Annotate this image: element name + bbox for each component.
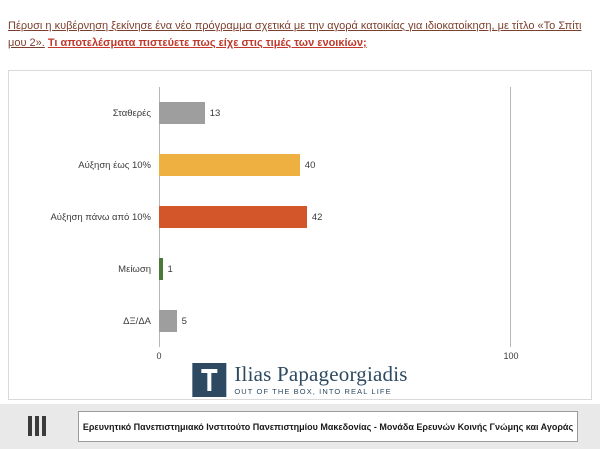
- question-text: [8, 18, 592, 52]
- bar: [159, 310, 177, 332]
- bar-row: [78, 152, 511, 178]
- x-tick-label: 0: [156, 351, 162, 361]
- chart-container: [8, 70, 592, 400]
- footer-text: Ερευνητικό Πανεπιστημιακό Ινστιτούτο Πανεπιστημίου Μακεδονίας - Μονάδα Ερευνών Κοινής Γνώμης και Αγοράς: [82, 421, 574, 432]
- question-tail: Τι αποτελέσματα πιστεύετε πως είχε στις τιμές των ενοικίων;: [47, 37, 367, 49]
- bar-value-label: 40: [304, 159, 316, 171]
- footer-bar-2: [35, 416, 39, 436]
- bar-category-label: Αύξηση πάνω από 10%: [50, 211, 151, 223]
- bar-row: [123, 308, 511, 334]
- bar-category-label: Μείωση: [118, 263, 151, 275]
- x-axis-ticks: [156, 351, 519, 363]
- bar: [159, 206, 307, 228]
- bar-row: [112, 100, 511, 126]
- footer-box: [78, 411, 578, 442]
- watermark: [192, 363, 407, 397]
- bar-value-label: 42: [311, 211, 323, 223]
- watermark-text: [234, 364, 407, 396]
- footer-bars-icon: [28, 416, 46, 436]
- footer-bar-3: [42, 416, 46, 436]
- bar-value-label: 13: [209, 107, 221, 119]
- bar-category-label: Αύξηση έως 10%: [78, 159, 151, 171]
- bar: [159, 154, 300, 176]
- bar-value-label: 5: [181, 315, 187, 327]
- watermark-name: Ilias Papageorgiadis: [234, 362, 408, 387]
- book-logo-icon: [192, 363, 226, 397]
- chart-plot: [50, 87, 511, 347]
- bar-row: [50, 204, 511, 230]
- footer: [0, 404, 600, 449]
- bar-rows: [50, 87, 511, 347]
- footer-bar-1: [28, 416, 32, 436]
- bar-category-label: ΔΞ/ΔΑ: [123, 315, 151, 327]
- bar-value-label: 1: [167, 263, 173, 275]
- bar-category-label: Σταθερές: [112, 107, 151, 119]
- question-lead: Πέρυσι η κυβέρνηση ξεκίνησε ένα νέο πρόγραμμα σχετικά με την αγορά κατοικίας για ιδιοκατοίκηση, με τίτλο «Το Σπίτι μου 2».: [8, 20, 582, 49]
- bar: [159, 102, 205, 124]
- bar-row: [118, 256, 511, 282]
- x-tick-label: 100: [503, 351, 519, 361]
- watermark-tagline: OUT OF THE BOX, INTO REAL LIFE: [234, 387, 392, 397]
